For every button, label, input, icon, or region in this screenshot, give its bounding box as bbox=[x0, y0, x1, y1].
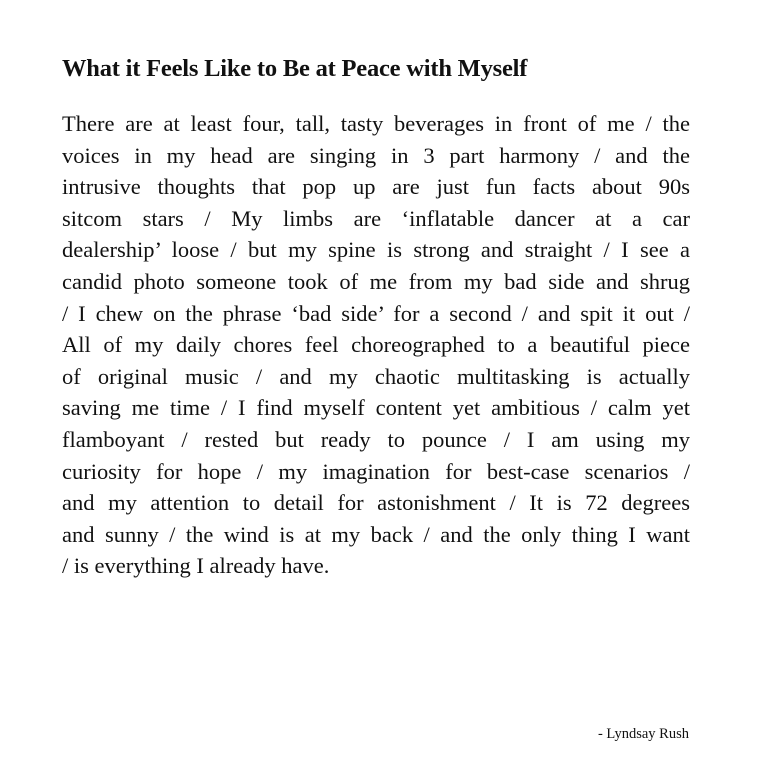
poem-line-text: voices in my head are singing in 3 part harmony / and the bbox=[62, 142, 690, 168]
poem-line-text: intrusive thoughts that pop up are just fun facts about 90s bbox=[62, 174, 690, 200]
poem-line-text: and sunny / the wind is at my back / and the only thing I want bbox=[62, 521, 690, 547]
poem-line bbox=[62, 487, 690, 519]
poem-line-text: flamboyant / rested but ready to pounce / I am using my bbox=[62, 426, 690, 452]
poem-line bbox=[62, 519, 690, 551]
poem-title: What it Feels Like to Be at Peace with Myself bbox=[62, 55, 528, 82]
poem-line bbox=[62, 140, 690, 172]
poem-line-text: / is everything I already have. bbox=[62, 553, 330, 579]
poem-line bbox=[62, 234, 690, 266]
poem-line-text: / I chew on the phrase ‘bad side’ for a second / and spit it out / bbox=[62, 300, 690, 326]
poem-line-last bbox=[62, 550, 690, 582]
poem-line bbox=[62, 456, 690, 488]
poem-line bbox=[62, 424, 690, 456]
poem-line-text: candid photo someone took of me from my bad side and shrug bbox=[62, 268, 690, 294]
poem-body bbox=[62, 108, 690, 582]
poem-line-text: sitcom stars / My limbs are ‘inflatable dancer at a car bbox=[62, 205, 690, 231]
poem-line-text: There are at least four, tall, tasty beverages in front of me / the bbox=[62, 111, 690, 136]
poem-line-text: All of my daily chores feel choreographed to a beautiful piece bbox=[62, 332, 690, 358]
poem-line bbox=[62, 298, 690, 330]
poem-line bbox=[62, 392, 690, 424]
poem-attribution: - Lyndsay Rush bbox=[597, 726, 689, 742]
poem-line-text: saving me time / I find myself content yet ambitious / calm yet bbox=[62, 395, 690, 421]
poem-line-text: dealership’ loose / but my spine is strong and straight / I see a bbox=[62, 237, 690, 263]
poem-line bbox=[62, 266, 690, 298]
poem-line bbox=[62, 108, 690, 140]
poem-line bbox=[62, 361, 690, 393]
poem-line bbox=[62, 329, 690, 361]
poem-line-text: of original music / and my chaotic multitasking is actually bbox=[62, 363, 690, 389]
poem-line bbox=[62, 203, 690, 235]
poem-line bbox=[62, 171, 690, 203]
poem-line-text: curiosity for hope / my imagination for best-case scenarios / bbox=[62, 458, 690, 484]
poem-line-text: and my attention to detail for astonishment / It is 72 degrees bbox=[62, 490, 690, 516]
